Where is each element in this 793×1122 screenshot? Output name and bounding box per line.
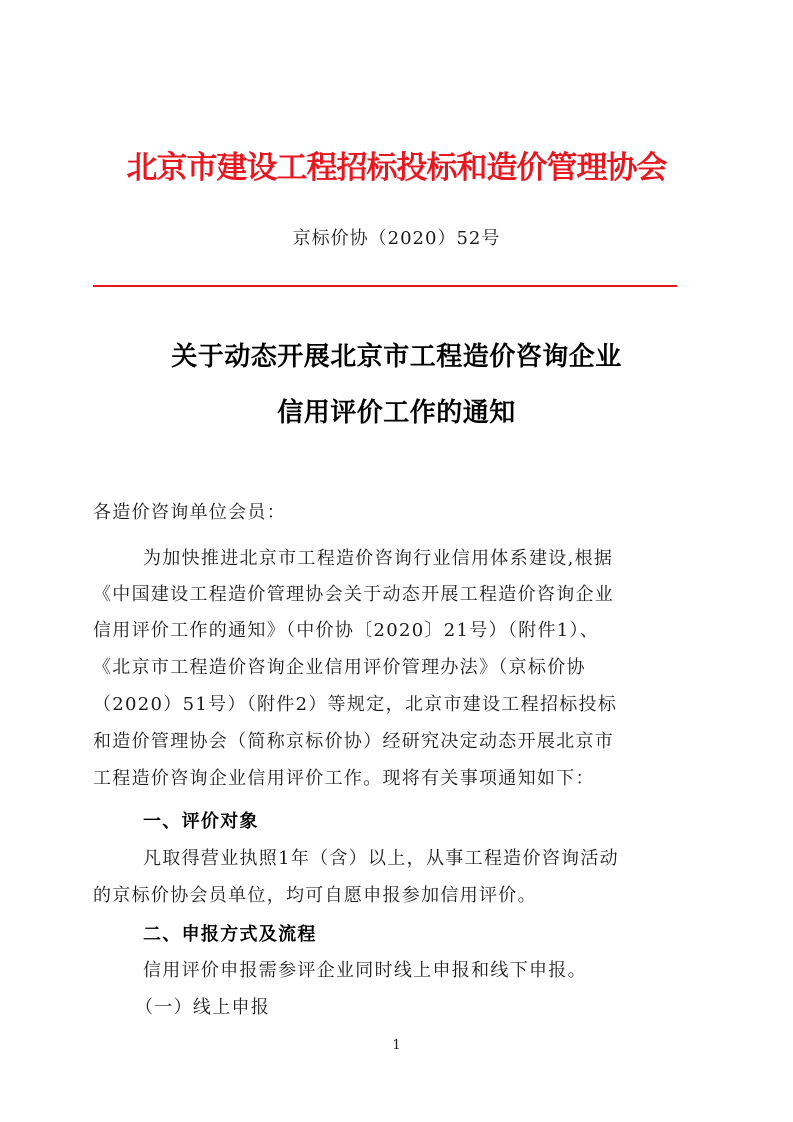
paragraph-line: 凡取得营业执照1年（含）以上，从事工程造价咨询活动 — [143, 848, 619, 869]
section-heading-2: 二、申报方式及流程 — [143, 924, 317, 945]
page-number: 1 — [392, 1038, 401, 1053]
salutation: 各造价咨询单位会员： — [93, 502, 286, 523]
document-number: 京标价协（2020）52号 — [292, 228, 501, 249]
issuer-heading: 北京市建设工程招标投标和造价管理协会 — [126, 150, 667, 186]
paragraph-line: 《北京市工程造价咨询企业信用评价管理办法》（京标价协 — [93, 657, 586, 678]
document-title-line-1: 关于动态开展北京市工程造价咨询企业 — [171, 342, 622, 372]
subsection-heading: （一）线上申报 — [135, 997, 271, 1018]
section-heading-1: 一、评价对象 — [143, 811, 259, 832]
paragraph-line: 工程造价咨询企业信用评价工作。现将有关事项通知如下： — [93, 768, 595, 789]
red-divider-line — [93, 285, 677, 287]
paragraph-line: 信用评价工作的通知》（中价协〔2020〕21号）（附件1）、 — [93, 620, 600, 641]
paragraph-line: 为加快推进北京市工程造价咨询行业信用体系建设,根据 — [143, 548, 614, 569]
paragraph-line: 《中国建设工程造价管理协会关于动态开展工程造价咨询企业 — [93, 584, 615, 605]
paragraph-line: 信用评价申报需参评企业同时线上申报和线下申报。 — [143, 960, 587, 981]
paragraph-line: 和造价管理协会（简称京标价协）经研究决定动态开展北京市 — [93, 731, 615, 752]
paragraph-line: 的京标价协会员单位，均可自愿申报参加信用评价。 — [93, 885, 537, 906]
document-title-line-2: 信用评价工作的通知 — [277, 398, 516, 428]
paragraph-line: （2020）51号）（附件2）等规定，北京市建设工程招标投标 — [93, 694, 618, 715]
